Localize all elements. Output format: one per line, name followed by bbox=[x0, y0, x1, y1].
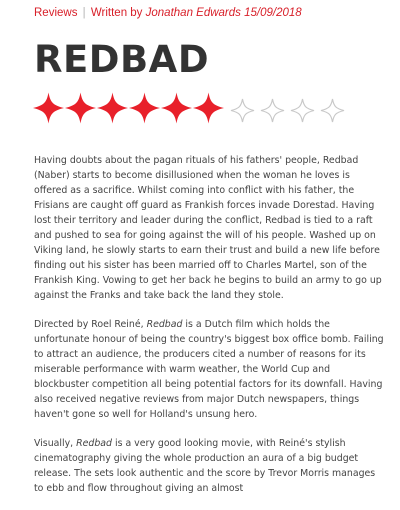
paragraph-text: Visually, bbox=[34, 438, 77, 449]
meta-separator: | bbox=[82, 7, 86, 19]
article-paragraph-2 bbox=[34, 317, 384, 422]
star-rating bbox=[33, 90, 345, 126]
category-link[interactable]: Reviews bbox=[34, 7, 78, 19]
post-date: 15/09/2018 bbox=[244, 7, 302, 19]
author-link[interactable]: Jonathan Edwards bbox=[145, 7, 241, 19]
paragraph-text: is a very good looking movie, with Reiné's stylish cinematography giving the whole production an aura of a big budget release. The sets look authentic and the score by Trevor Morris manages to ebb and flow throughout giving an almost bbox=[34, 438, 376, 494]
article-body bbox=[34, 153, 384, 510]
star-empty-icon bbox=[261, 98, 284, 123]
article-paragraph-1: Having doubts about the pagan rituals of his fathers' people, Redbad (Naber) starts to become disillusioned when the woman he loves is offered as a sacrifice. Whilst coming into conflict with his father, the Frisians are caught off guard as Frankish forces invade Dorestad. Having lost their territory and leader during the conflict, Redbad is tied to a raft and pushed to sea for going against the will of his people. Washed up on Viking land, he slowly starts to earn their trust and build a new life before finding out his sister has been married off to Charles Martel, son of the Frankish King. Vowing to get her back he begins to build an army to go up against the Franks and take back the land they stole. bbox=[34, 155, 382, 301]
paragraph-text: is a Dutch film which holds the unfortunate honour of being the country's biggest box office bomb. Failing to attract an audience, the producers cited a number of reasons for its miserable performance with warm weather, the World Cup and blockbuster competition all being potential factors for its downfall. Having also received negative reviews from major Dutch newspapers, things haven't gone so well for Holland's unsung hero. bbox=[34, 319, 384, 420]
star-filled-icon bbox=[33, 90, 64, 126]
film-title-italic: Redbad bbox=[76, 438, 112, 449]
page-title: REDBAD bbox=[34, 38, 210, 81]
star-empty-icon bbox=[231, 98, 254, 123]
written-by-label: Written by bbox=[90, 7, 143, 19]
star-filled-icon bbox=[193, 90, 224, 126]
star-filled-icon bbox=[161, 90, 192, 126]
star-filled-icon bbox=[129, 90, 160, 126]
star-filled-icon bbox=[65, 90, 96, 126]
paragraph-text: Directed by Roel Reiné, bbox=[34, 319, 147, 330]
star-filled-icon bbox=[97, 90, 128, 126]
star-empty-icon bbox=[321, 98, 344, 123]
film-title-italic: Redbad bbox=[146, 319, 183, 330]
post-meta bbox=[34, 6, 302, 20]
article-paragraph-3 bbox=[34, 436, 384, 496]
star-empty-icon bbox=[291, 98, 314, 123]
